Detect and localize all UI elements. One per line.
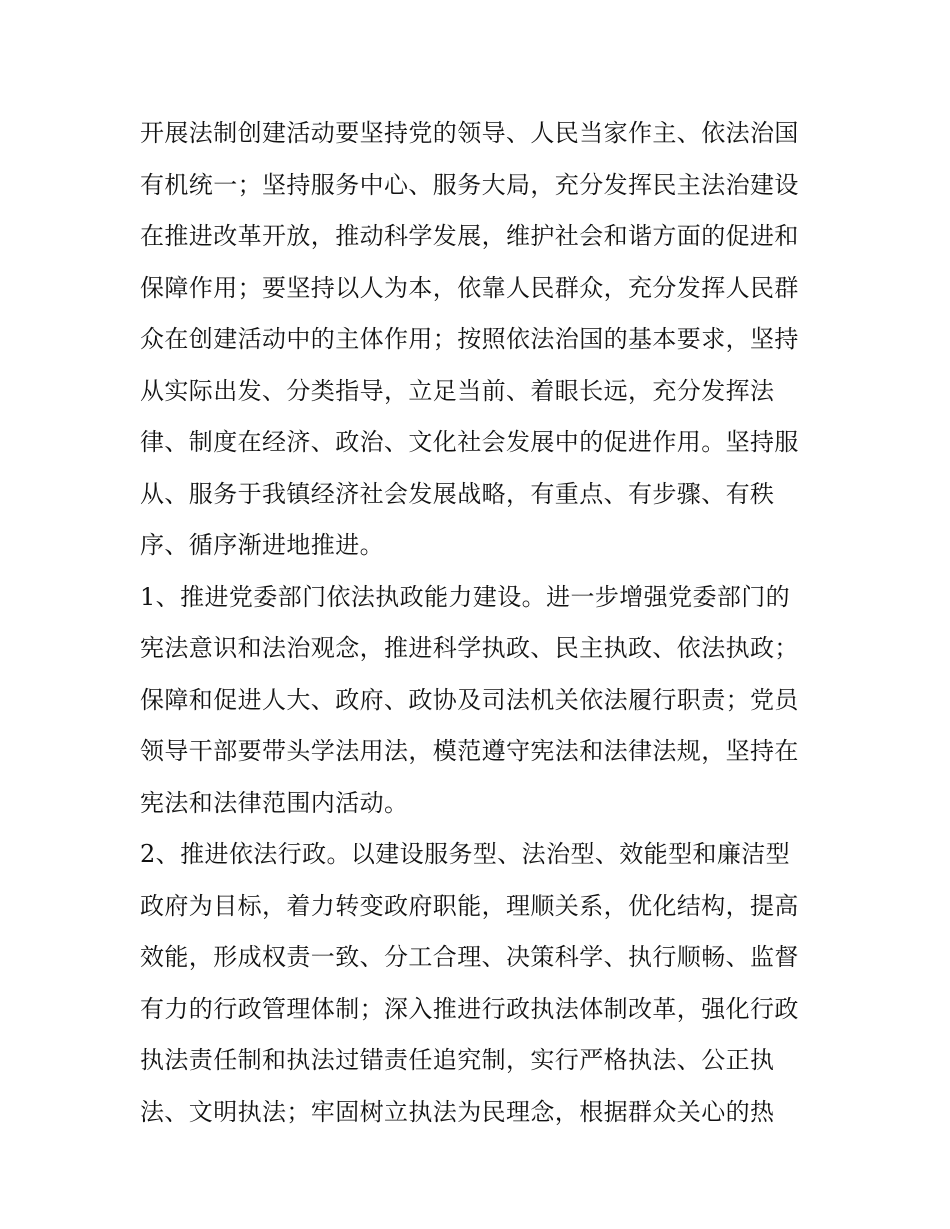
text-line: 开展法制创建活动要坚持党的领导、人民当家作主、依法治国 (140, 119, 799, 147)
text-line: 1、推进党委部门依法执政能力建设。进一步增强党委部门的 (140, 582, 791, 611)
text-line: 众在创建活动中的主体作用；按照依法治国的基本要求，坚持 (140, 325, 799, 353)
text-line: 政府为目标，着力转变政府职能，理顺关系，优化结构，提高 (140, 891, 799, 920)
text-line: 领导干部要带头学法用法，模范遵守宪法和法律法规，坚持在 (140, 737, 799, 765)
body-text (140, 108, 820, 1138)
text-line: 在推进改革开放，推动科学发展，维护社会和谐方面的促进和 (140, 222, 799, 250)
text-line: 序、循序渐进地推进。 (140, 531, 384, 559)
text-line: 从实际出发、分类指导，立足当前、着眼长远，充分发挥法 (140, 376, 775, 405)
text-line: 律、制度在经济、政治、文化社会发展中的促进作用。坚持服 (140, 428, 799, 456)
text-line: 执法责任制和执法过错责任追究制，实行严格执法、公正执 (140, 1046, 775, 1074)
text-line: 保障和促进人大、政府、政协及司法机关依法履行职责；党员 (140, 685, 799, 714)
text-line: 有机统一；坚持服务中心、服务大局，充分发挥民主法治建设 (140, 170, 799, 199)
text-line: 宪法和法律范围内活动。 (140, 788, 409, 817)
text-line: 效能，形成权责一致、分工合理、决策科学、执行顺畅、监督 (140, 943, 799, 971)
text-line: 宪法意识和法治观念，推进科学执政、民主执政、依法执政； (140, 634, 799, 662)
text-line: 2、推进依法行政。以建设服务型、法治型、效能型和廉洁型 (140, 840, 791, 868)
text-line: 有力的行政管理体制；深入推进行政执法体制改革，强化行政 (140, 994, 799, 1023)
text-line: 保障作用；要坚持以人为本，依靠人民群众，充分发挥人民群 (140, 273, 799, 302)
text-line: 从、服务于我镇经济社会发展战略，有重点、有步骤、有秩 (140, 479, 775, 508)
text-line: 法、文明执法；牢固树立执法为民理念，根据群众关心的热 (140, 1097, 775, 1126)
